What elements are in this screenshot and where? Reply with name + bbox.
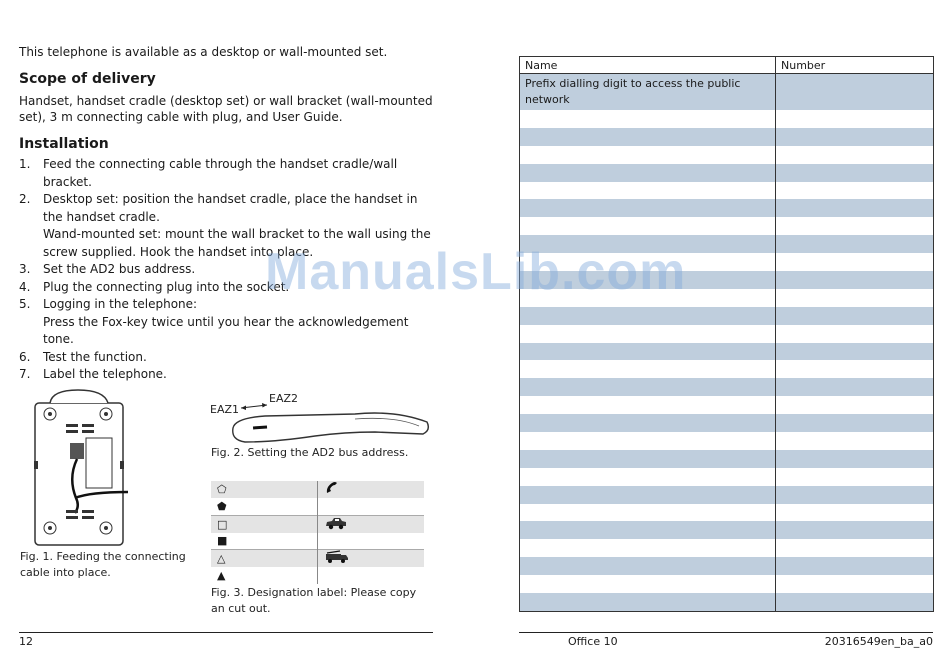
square-outline-icon: □ xyxy=(217,517,228,531)
table-row xyxy=(520,557,934,575)
table-row xyxy=(520,343,934,361)
label-row xyxy=(211,515,424,533)
pentagon-filled-icon: ⬟ xyxy=(217,499,227,513)
step-2: 2. Desktop set: position the handset cradle, place the handset in the handset cradle. Wand-mounted set: mount the wall bracket to the wall using the screw supplied. Hook the handset into place. xyxy=(19,192,431,259)
label-row xyxy=(211,567,424,584)
fig2-handset-drawing xyxy=(205,388,435,448)
footer-divider-right xyxy=(519,632,933,633)
product-name: Office 10 xyxy=(568,635,618,648)
table-row xyxy=(520,146,934,164)
table-row xyxy=(520,325,934,343)
label-row xyxy=(211,533,424,550)
watermark: ManualsLib.com xyxy=(265,243,687,301)
car-icon xyxy=(324,516,348,530)
table-row xyxy=(520,378,934,396)
intro-text: This telephone is available as a desktop or wall-mounted set. xyxy=(19,45,388,59)
label-row xyxy=(211,498,424,515)
square-filled-icon: ■ xyxy=(217,534,228,548)
page-number: 12 xyxy=(19,635,33,648)
fire-truck-icon xyxy=(324,550,350,564)
step-7: 7. Label the telephone. xyxy=(19,367,167,381)
table-row xyxy=(520,575,934,593)
label-row xyxy=(211,550,424,568)
scope-heading: Scope of delivery xyxy=(19,71,156,87)
phone-handset-icon xyxy=(324,481,340,495)
first-row-name: Prefix dialling digit to access the public network xyxy=(520,74,776,111)
table-row xyxy=(520,414,934,432)
table-row xyxy=(520,182,934,200)
step-6: 6. Test the function. xyxy=(19,349,147,364)
designation-label-table xyxy=(211,481,424,584)
fig3-caption: Fig. 3. Designation label: Please copy an cut out. xyxy=(211,586,417,615)
table-row xyxy=(520,74,934,111)
step-1: 1. Feed the connecting cable through the handset cradle/wall bracket. xyxy=(19,157,398,189)
table-row xyxy=(520,110,934,128)
scope-text: Handset, handset cradle (desktop set) or wall bracket (wall-mounted set), 3 m connecting cable with plug, and User Guide. xyxy=(19,94,433,124)
column-header-name: Name xyxy=(520,57,776,74)
pentagon-outline-icon: ⬠ xyxy=(217,483,227,496)
triangle-outline-icon: △ xyxy=(217,552,226,565)
table-row xyxy=(520,396,934,414)
table-row xyxy=(520,521,934,539)
number-table xyxy=(519,56,934,612)
step-4: 4. Plug the connecting plug into the socket. xyxy=(19,279,290,294)
triangle-filled-icon: ▲ xyxy=(217,568,226,582)
table-row xyxy=(520,432,934,450)
column-header-number: Number xyxy=(776,57,934,74)
fig1-cradle-drawing xyxy=(30,388,130,548)
table-row xyxy=(520,450,934,468)
table-row xyxy=(520,504,934,522)
installation-heading: Installation xyxy=(19,136,109,152)
table-row xyxy=(520,164,934,182)
number-table-body xyxy=(520,74,934,612)
table-row xyxy=(520,360,934,378)
fig1-caption: Fig. 1. Feeding the connecting cable into place. xyxy=(20,550,186,579)
table-row xyxy=(520,307,934,325)
fig2-caption: Fig. 2. Setting the AD2 bus address. xyxy=(211,446,409,459)
eaz1-label: EAZ1 xyxy=(210,403,240,416)
table-row xyxy=(520,128,934,146)
document-reference: 20316549en_ba_a0 xyxy=(824,635,933,648)
footer-divider-left xyxy=(19,632,433,633)
eaz2-label: EAZ2 xyxy=(269,392,299,405)
table-row xyxy=(520,199,934,217)
table-row xyxy=(520,539,934,557)
label-row xyxy=(211,481,424,498)
table-row xyxy=(520,468,934,486)
table-row xyxy=(520,217,934,235)
step-5: 5. Logging in the telephone: Press the Fox-key twice until you hear the acknowledgement tone. xyxy=(19,297,409,346)
step-3: 3. Set the AD2 bus address. xyxy=(19,262,196,276)
table-row xyxy=(520,486,934,504)
table-row xyxy=(520,593,934,611)
